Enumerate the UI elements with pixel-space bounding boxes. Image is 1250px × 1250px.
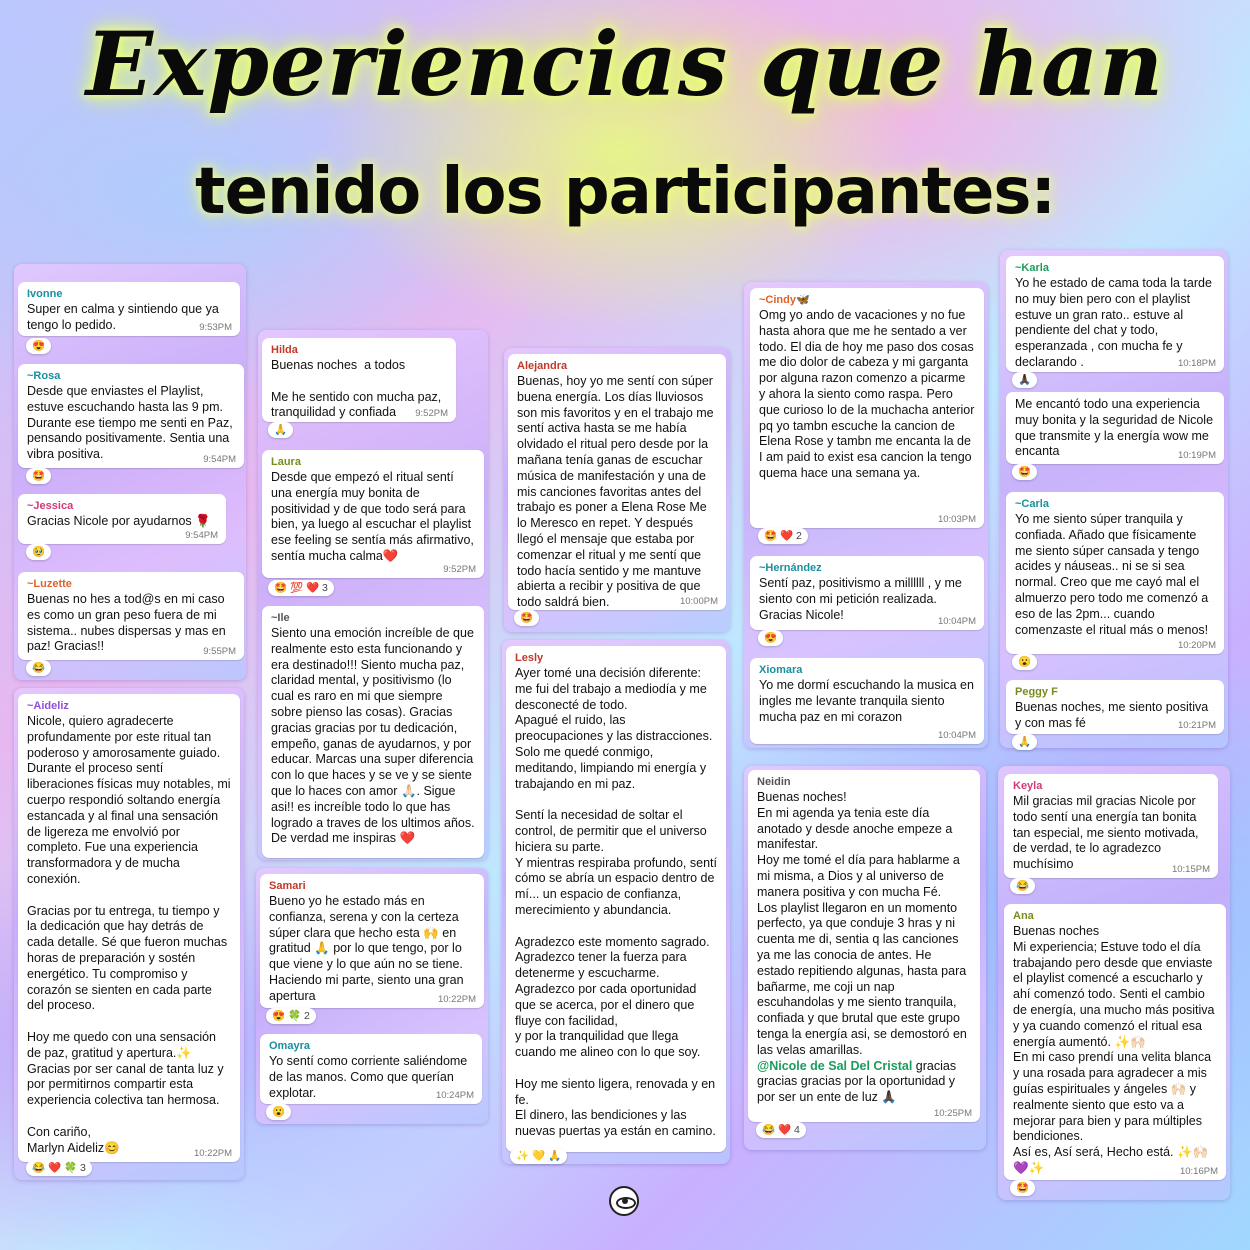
message-bubble xyxy=(750,658,984,744)
message-reaction[interactable]: 🤩 xyxy=(1012,464,1037,480)
message-text-part: Buenas noches! En mi agenda ya tenia este día anotado y desde anoche empeze a manifestar. Hoy me tomé el día para hablarme a mi misma, a Dios y al universo de manera positiva y con mucha Fé. Los playlist llegaron en un momento perfecto, ya que conduje 3 hras y ni cuenta me di, sentia q las canciones ya me las conocia de antes. He estado repitiendo algunas, hasta para bañarme, me coji un nap escuhandolas y me siento tranquila, confiada y que brutal que este grupo tenga la energía asi, se demostoró en las velas amarillas. xyxy=(757,790,967,1057)
message-time: 10:21PM xyxy=(1177,720,1216,731)
message-text: Me encantó todo una experiencia muy bonita y la seguridad de Nicole que transmite y la energía wow me encanta xyxy=(1015,397,1217,459)
mention-link[interactable]: @Nicole de Sal Del Cristal xyxy=(757,1058,913,1073)
message-bubble xyxy=(506,646,726,1152)
message-text: Buenas noches Mi experiencia; Estuve todo el día trabajando pero desde que enviaste el playlist comencé a escucharlo y ahí comenzó todo. Senti el cambio de energía, una mucho más positiva y ya cuando comenzó el ritual esa energía aumentó. ✨🙌🏻 En mi caso prendí una velita blanca y una rosada para agradecer a mis guías espirituales y ángeles 🙌🏻 y realmente siento que esto va a mejorar para bien y para múltiples bendiciones. Así es, Así será, Hecho está. ✨🙌🏻 💜✨ xyxy=(1013,924,1215,1175)
message-text: Super en calma y sintiendo que ya tengo lo pedido. xyxy=(27,302,223,332)
message-time: 10:00PM xyxy=(679,596,718,607)
message-time: 10:25PM xyxy=(933,1108,972,1119)
message-reaction[interactable]: 😍 xyxy=(26,338,51,354)
message-reaction[interactable]: 🙏 xyxy=(1012,734,1037,750)
message-text: Nicole, quiero agradecerte profundamente por este ritual tan poderoso y amorosamente guiado. Durante el proceso sentí liberaciones físicas muy notables, mi cuerpo respondió soltando energía estancada y al final una sensación de ligereza me envolvió por completo. Fue una experiencia transformadora y de mucha conexión. Gracias por tu entrega, tu tiempo y la dedicación que hay detrás de cada detalle. Sé que fueron muchas horas de preparación y sostén energético. Tu compromiso y corazón se sienten en cada parte del proceso. Hoy me quedo con una sensación de paz, gratitud y apertura.✨ Gracias por ser canal de tanta luz y por permitirnos compartir esta experiencia colectiva tan hermosa. Con cariño, Marlyn Aideliz😊 xyxy=(27,714,231,1155)
message-text: Yo me siento súper tranquila y confiada. Añado que físicamente me siento súper cansada y tengo acides y náuseas.. ni se si sea normal. Creo que me cayó mal el almuerzo pero todo me comenzó a eso de las 2pm... cuando comenzaste el ritual más o menos! xyxy=(1015,512,1212,637)
sender-name: Hilda xyxy=(271,344,298,356)
message-text: Desde que empezó el ritual sentí una energía muy bonita de positividad y de que todo será para bien, ya luego al escuchar el playlist ese feeling se sentía más afirmativo, sentía mucha calma❤️ xyxy=(271,470,478,563)
message-text: Mil gracias mil gracias Nicole por todo sentí una energía tan bonita tan especial, me siento motivada, de verdad, te lo agradezco muchísimo xyxy=(1013,794,1203,872)
message-time: 9:53PM xyxy=(199,322,232,333)
eye-logo-icon xyxy=(609,1186,639,1216)
sender-name: ~Luzette xyxy=(27,578,72,590)
message-time: 10:03PM xyxy=(937,514,976,525)
message-text: Yo sentí como corriente saliéndome de las manos. Como que querían explotar. xyxy=(269,1054,471,1100)
message-bubble xyxy=(262,450,484,578)
message-bubble xyxy=(18,572,244,660)
message-bubble xyxy=(18,694,240,1162)
message-time: 10:04PM xyxy=(937,616,976,627)
message-bubble xyxy=(1006,492,1224,654)
message-text: Sentí paz, positivismo a millllll , y me siento con mi petición realizada. Gracias Nicole! xyxy=(759,576,966,622)
message-text xyxy=(757,790,971,1106)
message-text: Gracias Nicole por ayudarnos 🌹 xyxy=(27,514,211,528)
sender-name: Laura xyxy=(271,456,301,468)
sender-name: Xiomara xyxy=(759,664,803,676)
message-text: Ayer tomé una decisión diferente: me fui del trabajo a mediodía y me desconecté de todo. Apagué el ruido, las preocupaciones y las distracciones. Solo me quedé conmigo, meditando, limpiando mi energía y trabajando en mi paz. Sentí la necesidad de soltar el control, de permitir que el universo hiciera su parte. Y mientras respiraba profundo, sentí cómo se abría un espacio dentro de mí... un espacio de confianza, merecimiento y abundancia. Agradezco este momento sagrado. Agradezco tener la fuerza para detenerme y escucharme. Agradezco por cada oportunidad que se acerca, por el dinero que fluye con facilidad, y por la tranquilidad que llega cuando me alineo con lo que soy. Hoy me siento ligera, renovada y en fe. El dinero, las bendiciones y las nuevas puertas ya están en camino. xyxy=(515,666,717,1139)
sender-name: Lesly xyxy=(515,652,544,664)
message-bubble xyxy=(750,288,984,528)
message-reaction[interactable]: 🤩 💯 ❤️ 3 xyxy=(268,580,334,596)
message-bubble xyxy=(18,494,226,544)
message-text: Omg yo ando de vacaciones y no fue hasta ahora que me he sentado a ver todo. El dia de hoy me paso dos cosas me dio dolor de cabeza y mi garganta por alguna razon comenzo a picarme y ahora la siento como raspa. Pero que curioso lo de la muchacha anterior pq yo tambn escuche la cancion de Elena Rose y tambn me encanta la de I am paid to exist esa cancion la tengo quema hace una semana ya. xyxy=(759,308,978,480)
message-bubble xyxy=(262,338,456,422)
message-time: 10:20PM xyxy=(1177,640,1216,651)
sender-name: Omayra xyxy=(269,1040,310,1052)
message-reaction[interactable]: 🥹 xyxy=(26,544,51,560)
message-reaction[interactable]: 🤩 xyxy=(1010,1180,1035,1196)
message-text: Siento una emoción increíble de que realmente esto esta funcionando y era destinado!!! Siento mucha paz, claridad mental, y positivismo (lo cual es raro en mi que siempre sobre pienso las cosas). Gracias gracias gracias por tu dedicación, empeño, ganas de ayudarnos, y por educar. Marcas una super diferencia con lo que haces y se ve y se siente que lo haces con amor 🙏🏻. Sigue asi!! es increíble todo lo que has logrado a traves de los ultimos años. De verdad me inspiras ❤️ xyxy=(271,626,479,846)
message-time: 9:54PM xyxy=(185,530,218,541)
message-reaction[interactable]: 😂 ❤️ 🍀 3 xyxy=(26,1160,92,1176)
message-time: 10:24PM xyxy=(435,1090,474,1101)
message-bubble xyxy=(750,556,984,630)
message-text: Bueno yo he estado más en confianza, serena y con la certeza súper clara que hecho esta 🙌 en gratitud 🙏 por lo que tengo, por lo que viene y lo que aún no se tiene. Haciendo mi parte, siento una gran apertura xyxy=(269,894,468,1003)
message-time: 10:19PM xyxy=(1177,450,1216,461)
message-reaction[interactable]: 🤩 xyxy=(514,610,539,626)
sender-name: Ivonne xyxy=(27,288,63,300)
eye-pupil-icon xyxy=(622,1198,628,1204)
message-bubble xyxy=(1006,392,1224,464)
sender-name: ~Ile xyxy=(271,612,290,624)
message-time: 9:52PM xyxy=(415,408,448,419)
message-time: 10:22PM xyxy=(437,994,476,1005)
message-bubble xyxy=(1004,774,1218,878)
message-bubble xyxy=(260,874,484,1008)
message-reaction[interactable]: 😂 xyxy=(1010,878,1035,894)
message-bubble xyxy=(748,770,980,1122)
sender-name: Ana xyxy=(1013,910,1034,922)
message-text: Desde que enviastes el Playlist, estuve escuchando hasta las 9 pm. Durante ese tiempo me senti en Paz, pensando positivamente. Sentia una vibra positiva. xyxy=(27,384,237,462)
message-bubble xyxy=(508,354,726,610)
sender-name: Keyla xyxy=(1013,780,1043,792)
message-reaction[interactable]: 🙏 xyxy=(268,422,293,438)
message-bubble xyxy=(262,606,484,858)
message-reaction[interactable]: 😮 xyxy=(266,1104,291,1120)
message-reaction[interactable]: 😮 xyxy=(1012,654,1037,670)
sender-name: ~Cindy🦋 xyxy=(759,294,810,306)
message-bubble xyxy=(1006,680,1224,734)
message-reaction[interactable]: 😂 xyxy=(26,660,51,676)
message-bubble xyxy=(260,1034,482,1104)
sender-name: Neidin xyxy=(757,776,791,788)
sender-name: ~Rosa xyxy=(27,370,61,382)
message-reaction[interactable]: 😍 xyxy=(758,630,783,646)
main-title: Experiencias que han xyxy=(85,12,1165,116)
message-reaction[interactable]: ✨ 💛 🙏 xyxy=(510,1148,567,1164)
sender-name: ~Carla xyxy=(1015,498,1049,510)
message-reaction[interactable]: 😂 ❤️ 4 xyxy=(756,1122,806,1138)
message-text: Buenas no hes a tod@s en mi caso es como un gran peso fuera de mi sistema.. nubes dispersas y mas en paz! Gracias!! xyxy=(27,592,230,654)
message-bubble xyxy=(1004,904,1226,1180)
message-bubble xyxy=(18,282,240,336)
sender-name: ~Jessica xyxy=(27,500,74,512)
message-text: Buenas noches a todos Me he sentido con mucha paz, tranquilidad y confiada xyxy=(271,358,442,420)
message-reaction[interactable]: 🙏🏿 xyxy=(1012,372,1037,388)
message-time: 9:55PM xyxy=(203,646,236,657)
subtitle: tenido los participantes: xyxy=(194,155,1056,229)
message-reaction[interactable]: 😍 🍀 2 xyxy=(266,1008,316,1024)
message-time: 10:04PM xyxy=(937,730,976,741)
message-time: 9:54PM xyxy=(203,454,236,465)
sender-name: Alejandra xyxy=(517,360,568,372)
sender-name: ~Aideliz xyxy=(27,700,69,712)
message-text: Yo me dormí escuchando la musica en ingles me levante tranquila siento mucha paz en mi corazon xyxy=(759,678,978,724)
message-bubble xyxy=(1006,256,1224,372)
message-time: 10:16PM xyxy=(1179,1166,1218,1177)
message-text-part: gracias gracias gracias por la oportunidad y por ser un ente de luz 🙏🏿 xyxy=(757,1058,960,1105)
message-time: 9:52PM xyxy=(443,564,476,575)
sender-name: ~Karla xyxy=(1015,262,1049,274)
message-reaction[interactable]: 🤩 ❤️ 2 xyxy=(758,528,808,544)
sender-name: ~Hernández xyxy=(759,562,822,574)
message-bubble xyxy=(18,364,244,468)
message-reaction[interactable]: 🤩 xyxy=(26,468,51,484)
message-text: Yo he estado de cama toda la tarde no muy bien pero con el playlist estuve un gran rato.. estuve al pendiente del chat y todo, esperanzada , con mucha fe y declarando . xyxy=(1015,276,1216,369)
message-time: 10:18PM xyxy=(1177,358,1216,369)
message-text: Buenas, hoy yo me sentí con súper buena energía. Los días lluviosos son mis favoritos y en el trabajo me sentí activa hasta se me había olvidado el ritual pero desde por la mañana tenía ganas de escuchar música de manifestación y una de mis canciones favoritas antes del trabajo es poner a Elena Rose Me lo Meresco en repet. Y después llegó el mensaje que estaba por comenzar el ritual y me sentí que todo hacía sentido y me mantuve abierta a recibir y positiva de que todo saldrá bien. xyxy=(517,374,718,610)
sender-name: Samari xyxy=(269,880,306,892)
message-time: 10:22PM xyxy=(193,1148,232,1159)
sender-name: Peggy F xyxy=(1015,686,1058,698)
message-text: Buenas noches, me siento positiva y con mas fé xyxy=(1015,700,1212,730)
message-time: 10:15PM xyxy=(1171,864,1210,875)
